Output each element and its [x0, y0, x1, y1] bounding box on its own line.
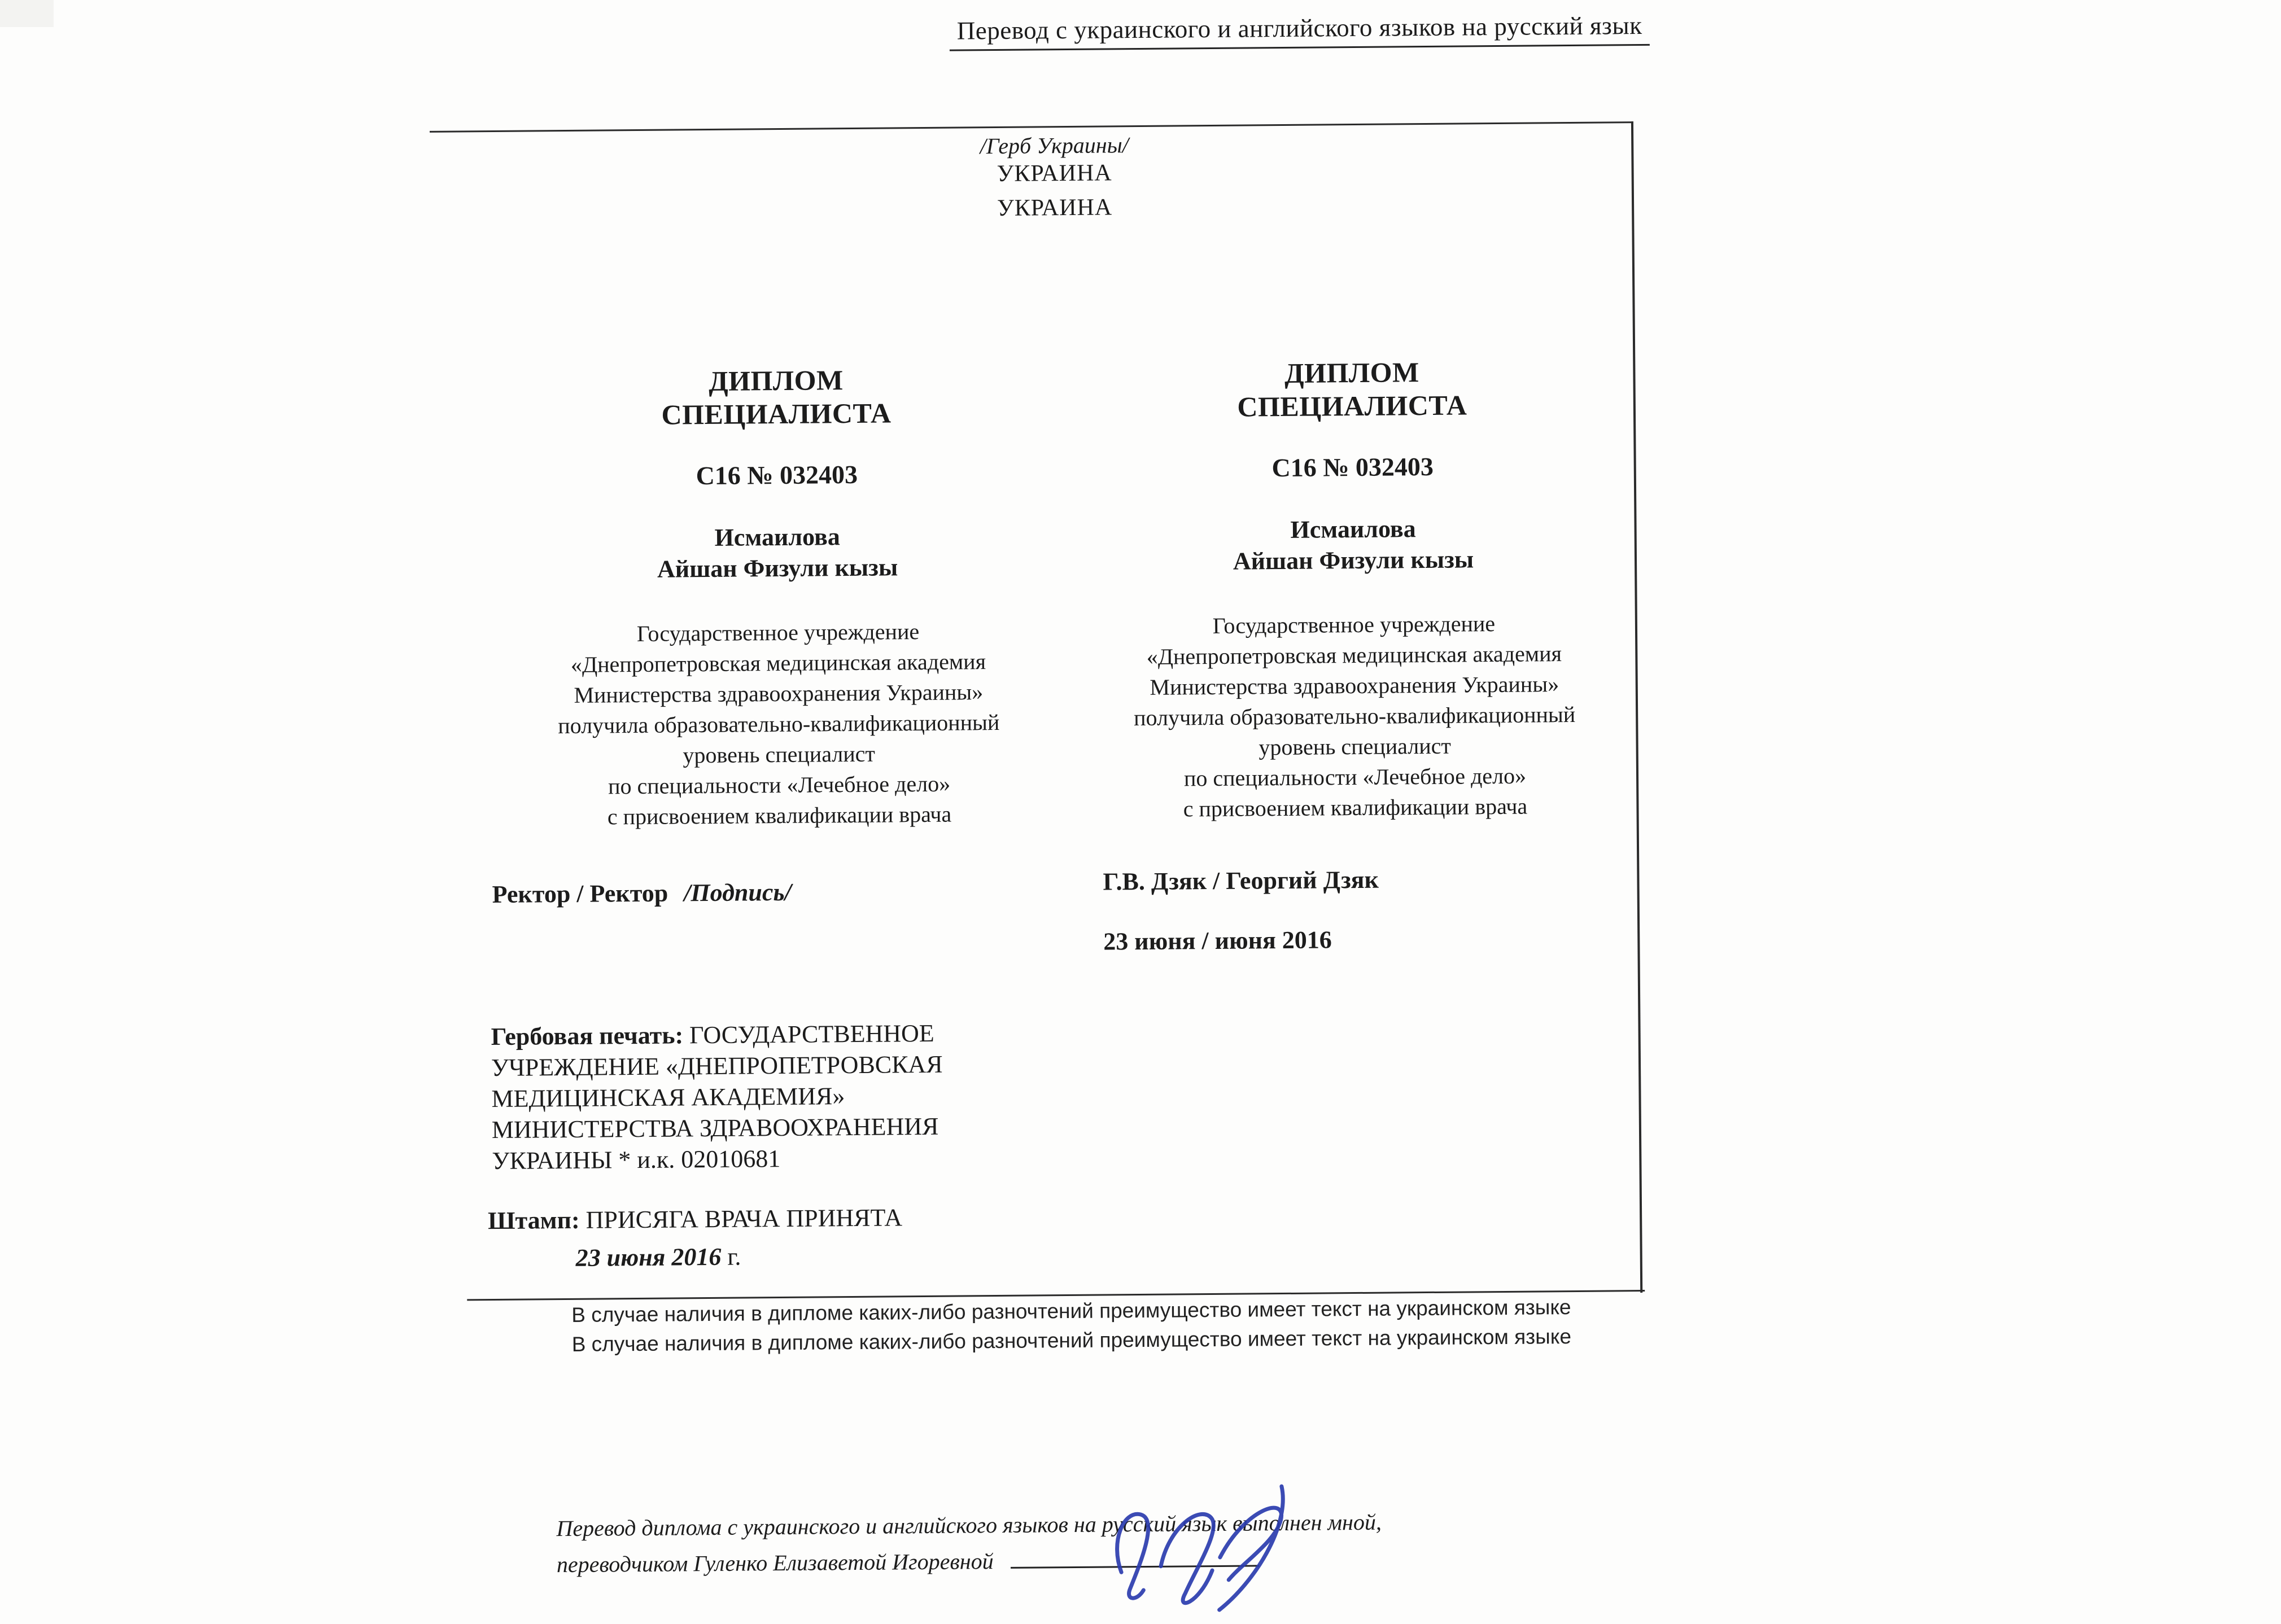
- issue-date: 23 июня / июня 2016: [1103, 926, 1332, 956]
- holder-given-names: Айшан Физули кызы: [1233, 545, 1474, 575]
- translator-name: переводчиком Гуленко Елизаветой Игоревной: [556, 1548, 994, 1578]
- body-line: Министерства здравоохранения Украины»: [1150, 671, 1559, 700]
- seal-description: [491, 1017, 1022, 1176]
- body-line: Министерства здравоохранения Украины»: [574, 679, 984, 708]
- stamp-line2: [488, 1240, 902, 1274]
- diploma-body-text: [1100, 607, 1610, 825]
- holder-name: [506, 519, 1048, 586]
- body-line: Государственное учреждение: [636, 619, 920, 646]
- body-line: получила образовательно-квалификационный: [1133, 701, 1576, 731]
- holder-surname: Исмаилова: [1290, 515, 1416, 544]
- translator-ink-signature: [1067, 1452, 1384, 1615]
- body-line: с присвоением квалификации врача: [1183, 793, 1528, 822]
- seal-line: [491, 1017, 1021, 1052]
- stamp-date-suffix: г.: [727, 1242, 741, 1271]
- body-line: по специальности «Лечебное дело»: [1183, 763, 1527, 791]
- disclaimer-block: [501, 1292, 1642, 1360]
- translator-line1: Перевод диплома с украинского и английского языков на русский язык выполнен мной,: [556, 1509, 1382, 1542]
- country-name-1: УКРАИНА: [997, 160, 1112, 187]
- diploma-title-line2: СПЕЦИАЛИСТА: [661, 397, 892, 431]
- diploma-number: С16 № 032403: [1271, 452, 1434, 483]
- disclaimer-line: В случае наличия в дипломе каких-либо разночтений преимущество имеет текст на украинском языке: [571, 1295, 1571, 1327]
- disclaimer-line: В случае наличия в дипломе каких-либо разночтений преимущество имеет текст на украинском языке: [571, 1325, 1572, 1356]
- stamp-text: ПРИСЯГА ВРАЧА ПРИНЯТА: [585, 1203, 903, 1234]
- body-line: «Днепропетровская медицинская академия: [570, 649, 986, 677]
- signature-placeholder-note: /Подпись/: [684, 878, 792, 907]
- seal-label: Гербовая печать:: [491, 1021, 684, 1051]
- diploma-column-left: [505, 362, 1050, 833]
- diploma-title: [505, 362, 1047, 433]
- holder-surname: Исмаилова: [714, 523, 840, 551]
- signature-strokes: [1117, 1486, 1284, 1610]
- diploma-body-text: [507, 615, 1051, 833]
- body-line: с присвоением квалификации врача: [607, 801, 952, 830]
- body-line: Государственное учреждение: [1212, 611, 1496, 638]
- seal-line: МЕДИЦИНСКАЯ АКАДЕМИЯ»: [491, 1082, 845, 1113]
- stamp-label: Штамп:: [487, 1206, 580, 1235]
- diploma-title-line1: ДИПЛОМ: [1284, 356, 1419, 389]
- body-line: уровень специалист: [1259, 733, 1452, 760]
- country-name-2: УКРАИНА: [997, 194, 1113, 221]
- stamp-line1: [488, 1202, 902, 1236]
- holder-given-names: Айшан Физули кызы: [657, 553, 898, 583]
- translation-header: Перевод с украинского и английского языков на русский язык: [949, 11, 1649, 51]
- body-line: уровень специалист: [683, 741, 876, 768]
- stamp-description: [488, 1202, 903, 1274]
- stamp-date: 23 июня 2016: [575, 1242, 722, 1272]
- seal-line: УЧРЕЖДЕНИЕ «ДНЕПРОПЕТРОВСКАЯ: [491, 1050, 943, 1082]
- emblem-note: /Герб Украины/: [980, 132, 1129, 159]
- rector-label: Ректор / Ректор: [492, 879, 668, 909]
- seal-text: ГОСУДАРСТВЕННОЕ: [689, 1019, 934, 1049]
- body-line: «Днепропетровская медицинская академия: [1146, 641, 1562, 669]
- holder-name: [1099, 511, 1607, 577]
- diploma-column-right: [1098, 354, 1609, 825]
- body-line: получила образовательно-квалификационный: [558, 709, 1000, 739]
- diploma-title-line2: СПЕЦИАЛИСТА: [1237, 389, 1467, 423]
- diploma-title: [1098, 354, 1606, 425]
- body-line: по специальности «Лечебное дело»: [608, 771, 951, 799]
- diploma-title-line1: ДИПЛОМ: [709, 364, 844, 397]
- diploma-number: С16 № 032403: [696, 459, 858, 491]
- rector-signature-line: [492, 878, 791, 909]
- rector-name: Г.В. Дзяк / Георгий Дзяк: [1103, 865, 1379, 896]
- seal-line: УКРАИНЫ * и.к. 02010681: [492, 1145, 781, 1175]
- seal-line: МИНИСТЕРСТВА ЗДРАВООХРАНЕНИЯ: [491, 1112, 939, 1144]
